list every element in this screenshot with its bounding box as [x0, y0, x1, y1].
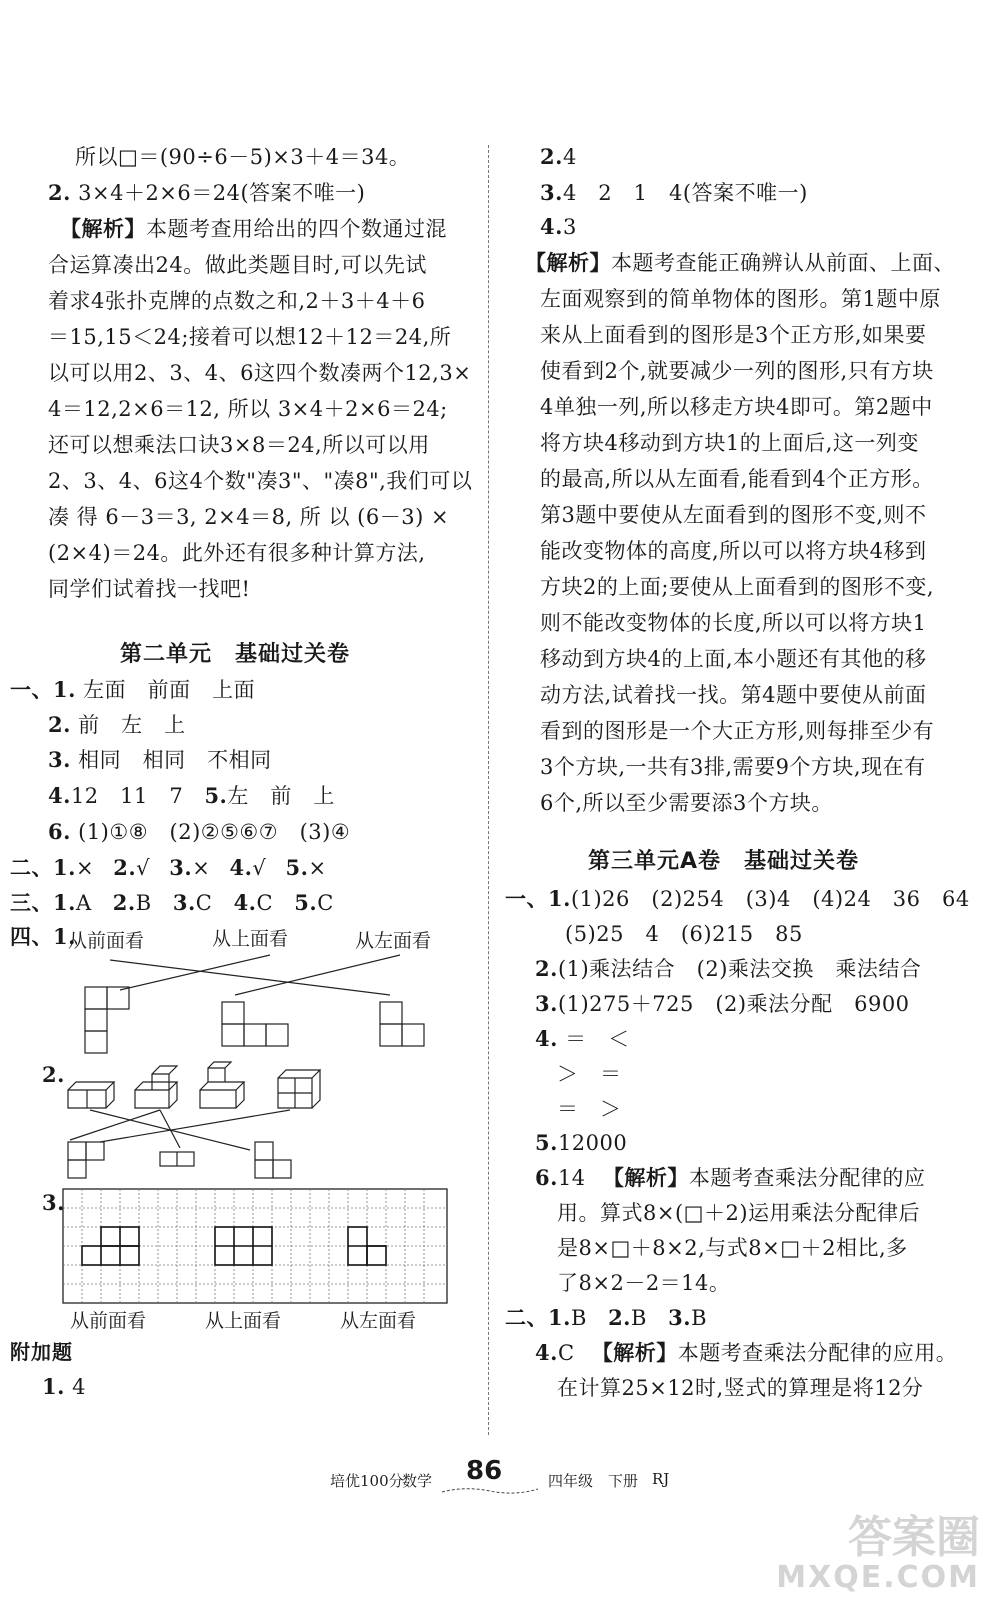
item-number: 4. [229, 855, 253, 880]
item-number: 1. [53, 924, 76, 949]
item-number: 2. [42, 1062, 65, 1087]
text-line: 用。算式8×(□＋2)运用乘法分配律后 [557, 1201, 921, 1225]
answer-text: 12000 [557, 1131, 628, 1155]
page-number: 86 [466, 1456, 503, 1486]
answer-row [505, 884, 970, 914]
bonus-title: 附加题 [10, 1340, 73, 1364]
text-line: 则不能改变物体的长度,所以可以将方块1 [540, 611, 927, 635]
item-number: 4. [233, 890, 257, 915]
item-number: 6. [535, 1165, 558, 1190]
answer-row [535, 1024, 630, 1054]
text-line: 左面观察到的简单物体的图形。第1题中原 [540, 287, 941, 311]
text-line: 方块2的上面;要使从上面看到的图形不变, [540, 575, 935, 599]
answer-row [540, 212, 577, 242]
answer-text: 相同 相同 不相同 [78, 748, 272, 772]
item-number: 3. [42, 1190, 65, 1215]
answer-text: (1)275＋725 (2)乘法分配 6900 [557, 992, 910, 1016]
text-line: 将方块4移动到方块1的上面后,这一列变 [540, 431, 919, 455]
section-number: 四、 [10, 924, 53, 949]
item-number: 5. [204, 783, 228, 808]
text-line: 能改变物体的高度,所以可以将方块4移到 [540, 539, 927, 563]
item-number: 1. [548, 1305, 571, 1330]
answer-text: B [135, 891, 152, 915]
item-number: 2. [48, 180, 71, 205]
answer-text: 左面 前面 上面 [83, 678, 256, 702]
page-ornament [440, 1484, 540, 1496]
item-number: 4. [535, 1340, 558, 1365]
item-number: 4. [48, 783, 71, 808]
item-number: 1. [53, 855, 76, 880]
answer-text: √ [136, 856, 151, 880]
grid-caption-left: 从左面看 [340, 1310, 417, 1332]
text-line: 着求4张扑克牌的点数之和,2＋3＋4＋6 [48, 289, 426, 313]
answer-text: (1)①⑧ (2)②⑤⑥⑦ (3)④ [78, 820, 351, 844]
text-line: 看到的图形是一个大正方形,则每排至少有 [540, 719, 935, 743]
text-line: ＝15,15＜24;接着可以想12＋12＝24,所 [48, 325, 452, 349]
item-number: 1. [42, 1374, 65, 1399]
item-number: 3. [48, 747, 71, 772]
text-line: 本题考查用给出的四个数通过混 [146, 217, 447, 241]
text-line: 所以□＝(90÷6－5)×3＋4＝34。 [75, 145, 411, 169]
answer-row [535, 1338, 957, 1368]
footer-grade: 四年级 [548, 1472, 594, 1490]
item-number: 5. [285, 855, 309, 880]
text-line: 6个,所以至少需要添3个方块。 [540, 791, 833, 815]
text-line: 2、3、4、6这4个数"凑3"、"凑8",我们可以 [48, 469, 473, 493]
answer-row [10, 853, 327, 883]
view-label-top: 从上面看 [212, 928, 289, 950]
unit3-title: 第三单元A卷 基础过关卷 [588, 849, 860, 874]
answer-text: C [557, 1341, 575, 1365]
answer-text: B [570, 1306, 587, 1330]
answer-text: ＝ ＜ [565, 1027, 630, 1051]
view-label-left: 从左面看 [355, 930, 432, 952]
answer-text: √ [252, 856, 267, 880]
answer-text: A [75, 891, 92, 915]
text-line: 本题考查能正确辨认从前面、上面、 [611, 251, 955, 275]
answer-text: C [195, 891, 213, 915]
watermark-url: MXQE.COM [776, 1560, 980, 1595]
item-number: 3. [668, 1305, 692, 1330]
answer-text: (1)26 (2)254 (3)4 (4)24 36 64 [570, 887, 970, 911]
analysis-label: 【解析】 [525, 250, 611, 275]
grid-figure-3 [62, 1188, 450, 1306]
item-number: 2. [608, 1305, 631, 1330]
item-number: 3. [535, 991, 558, 1016]
answer-row [540, 178, 808, 208]
answer-row [535, 989, 910, 1019]
grid-caption-front: 从前面看 [70, 1310, 147, 1332]
answer-text: × [75, 856, 95, 880]
text-line: 3×4＋2×6＝24(答案不唯一) [78, 181, 366, 205]
answer-row [48, 745, 272, 775]
page-footer [0, 1454, 996, 1494]
answer-row [10, 888, 334, 918]
item-number: 6. [48, 819, 71, 844]
answer-text: 4 2 1 4(答案不唯一) [562, 181, 808, 205]
text-line: 第3题中要使从左面看到的图形不变,则不 [540, 503, 927, 527]
answer-row [10, 675, 255, 705]
matching-figure-2 [60, 1060, 340, 1180]
text-line: 同学们试着找一找吧! [48, 577, 251, 601]
text-line: 移动到方块4的上面,本小题还有其他的移 [540, 647, 927, 671]
footer-subject: 数学 [402, 1472, 433, 1490]
view-label-front: 从前面看 [68, 930, 145, 952]
answer-row [48, 710, 186, 740]
answer-text: × [308, 856, 327, 880]
item-number: 3. [169, 855, 193, 880]
watermark [776, 1514, 980, 1594]
text-line: 使看到2个,就要减少一列的图形,只有方块 [540, 359, 934, 383]
answer-row [535, 1128, 627, 1158]
analysis-line [60, 214, 447, 244]
answer-row [535, 1163, 925, 1193]
analysis-line [525, 248, 955, 278]
answer-text: C [317, 891, 334, 915]
analysis-label: 【解析】 [602, 1165, 689, 1190]
text-line: 4单独一列,所以移走方块4即可。第2题中 [540, 395, 933, 419]
grid-caption-top: 从上面看 [205, 1310, 282, 1332]
item-number: 2. [113, 855, 137, 880]
item-number: 2. [540, 144, 563, 169]
answer-text: 前 左 上 [78, 713, 186, 737]
text-line: 以可以用2、3、4、6这四个数凑两个12,3× [48, 361, 472, 385]
text-line: 4＝12,2×6＝12, 所以 3×4＋2×6＝24; [48, 397, 448, 421]
text-line: 在计算25×12时,竖式的算理是将12分 [557, 1376, 924, 1400]
item-number: 4. [535, 1026, 558, 1051]
answer-text: ＞ ＝ [557, 1062, 622, 1086]
analysis-label: 【解析】 [60, 216, 146, 241]
answer-text: 12 11 7 [70, 784, 184, 808]
section-number: 一、 [505, 886, 548, 911]
answer-text: 4 [562, 145, 577, 169]
answer-text: B [691, 1306, 707, 1330]
text-line: 是8×□＋8×2,与式8×□＋2相比,多 [557, 1236, 908, 1260]
item-number: 3. [172, 890, 196, 915]
answer-text: (5)25 4 (6)215 85 [565, 922, 803, 946]
text-line: 的最高,所以从左面看,能看到4个正方形。 [540, 467, 934, 491]
text-line: (2×4)＝24。此外还有很多种计算方法, [48, 541, 426, 565]
unit2-title: 第二单元 基础过关卷 [120, 642, 351, 667]
item-number: 1. [548, 886, 571, 911]
answer-text: (1)乘法结合 (2)乘法交换 乘法结合 [557, 957, 922, 981]
answer-text: 4 [72, 1375, 86, 1399]
text-line: 了8×2－2＝14。 [557, 1271, 731, 1295]
text-line: 凑 得 6－3＝3, 2×4＝8, 所 以 (6－3) × [48, 505, 450, 529]
analysis-label: 【解析】 [591, 1340, 678, 1365]
item-line [48, 178, 365, 208]
text-line: 本题考查乘法分配律的应 [688, 1166, 926, 1190]
text-line: 3个方块,一共有3排,需要9个方块,现在有 [540, 755, 926, 779]
section-number: 二、 [505, 1305, 548, 1330]
section-number: 三、 [10, 890, 53, 915]
section-number: 二、 [10, 855, 53, 880]
answer-row [42, 1372, 86, 1402]
answer-text: 左 前 上 [227, 784, 335, 808]
watermark-logo-text: 答案圈 [848, 1512, 980, 1563]
answer-row [48, 781, 335, 811]
text-line: 合运算凑出24。做此类题目时,可以先试 [48, 253, 427, 277]
text-line: 还可以想乘法口诀3×8＝24,所以可以用 [48, 433, 430, 457]
footer-term: 下册 [608, 1472, 639, 1490]
answer-text: × [192, 856, 211, 880]
answer-text: B [631, 1306, 647, 1330]
item-number: 1. [53, 890, 76, 915]
answer-row [48, 817, 350, 847]
item-number: 2. [112, 890, 136, 915]
answer-text: 14 [557, 1166, 586, 1190]
item-number: 2. [535, 956, 558, 981]
matching-figure-1 [60, 950, 480, 1060]
section-number: 一、 [10, 677, 53, 702]
item-number: 3. [540, 180, 563, 205]
text-line: 动方法,试着找一找。第4题中要使从前面 [540, 683, 927, 707]
answer-text: C [256, 891, 274, 915]
text-line: 本题考查乘法分配律的应用。 [677, 1341, 958, 1365]
footer-edition: RJ [652, 1470, 670, 1488]
answer-row [540, 142, 577, 172]
text-line: 来从上面看到的图形是3个正方形,如果要 [540, 323, 927, 347]
item-number: 2. [48, 712, 71, 737]
item-number: 5. [535, 1130, 558, 1155]
column-divider [488, 145, 489, 1435]
item-number: 5. [294, 890, 318, 915]
item-number: 1. [53, 677, 76, 702]
footer-book-title: 培优100分 [330, 1472, 404, 1490]
answer-text: 3 [562, 215, 577, 239]
answer-row [10, 922, 76, 952]
item-number: 4. [540, 214, 563, 239]
answer-text: ＝ ＞ [557, 1097, 622, 1121]
answer-row [505, 1303, 707, 1333]
answer-row [535, 954, 921, 984]
